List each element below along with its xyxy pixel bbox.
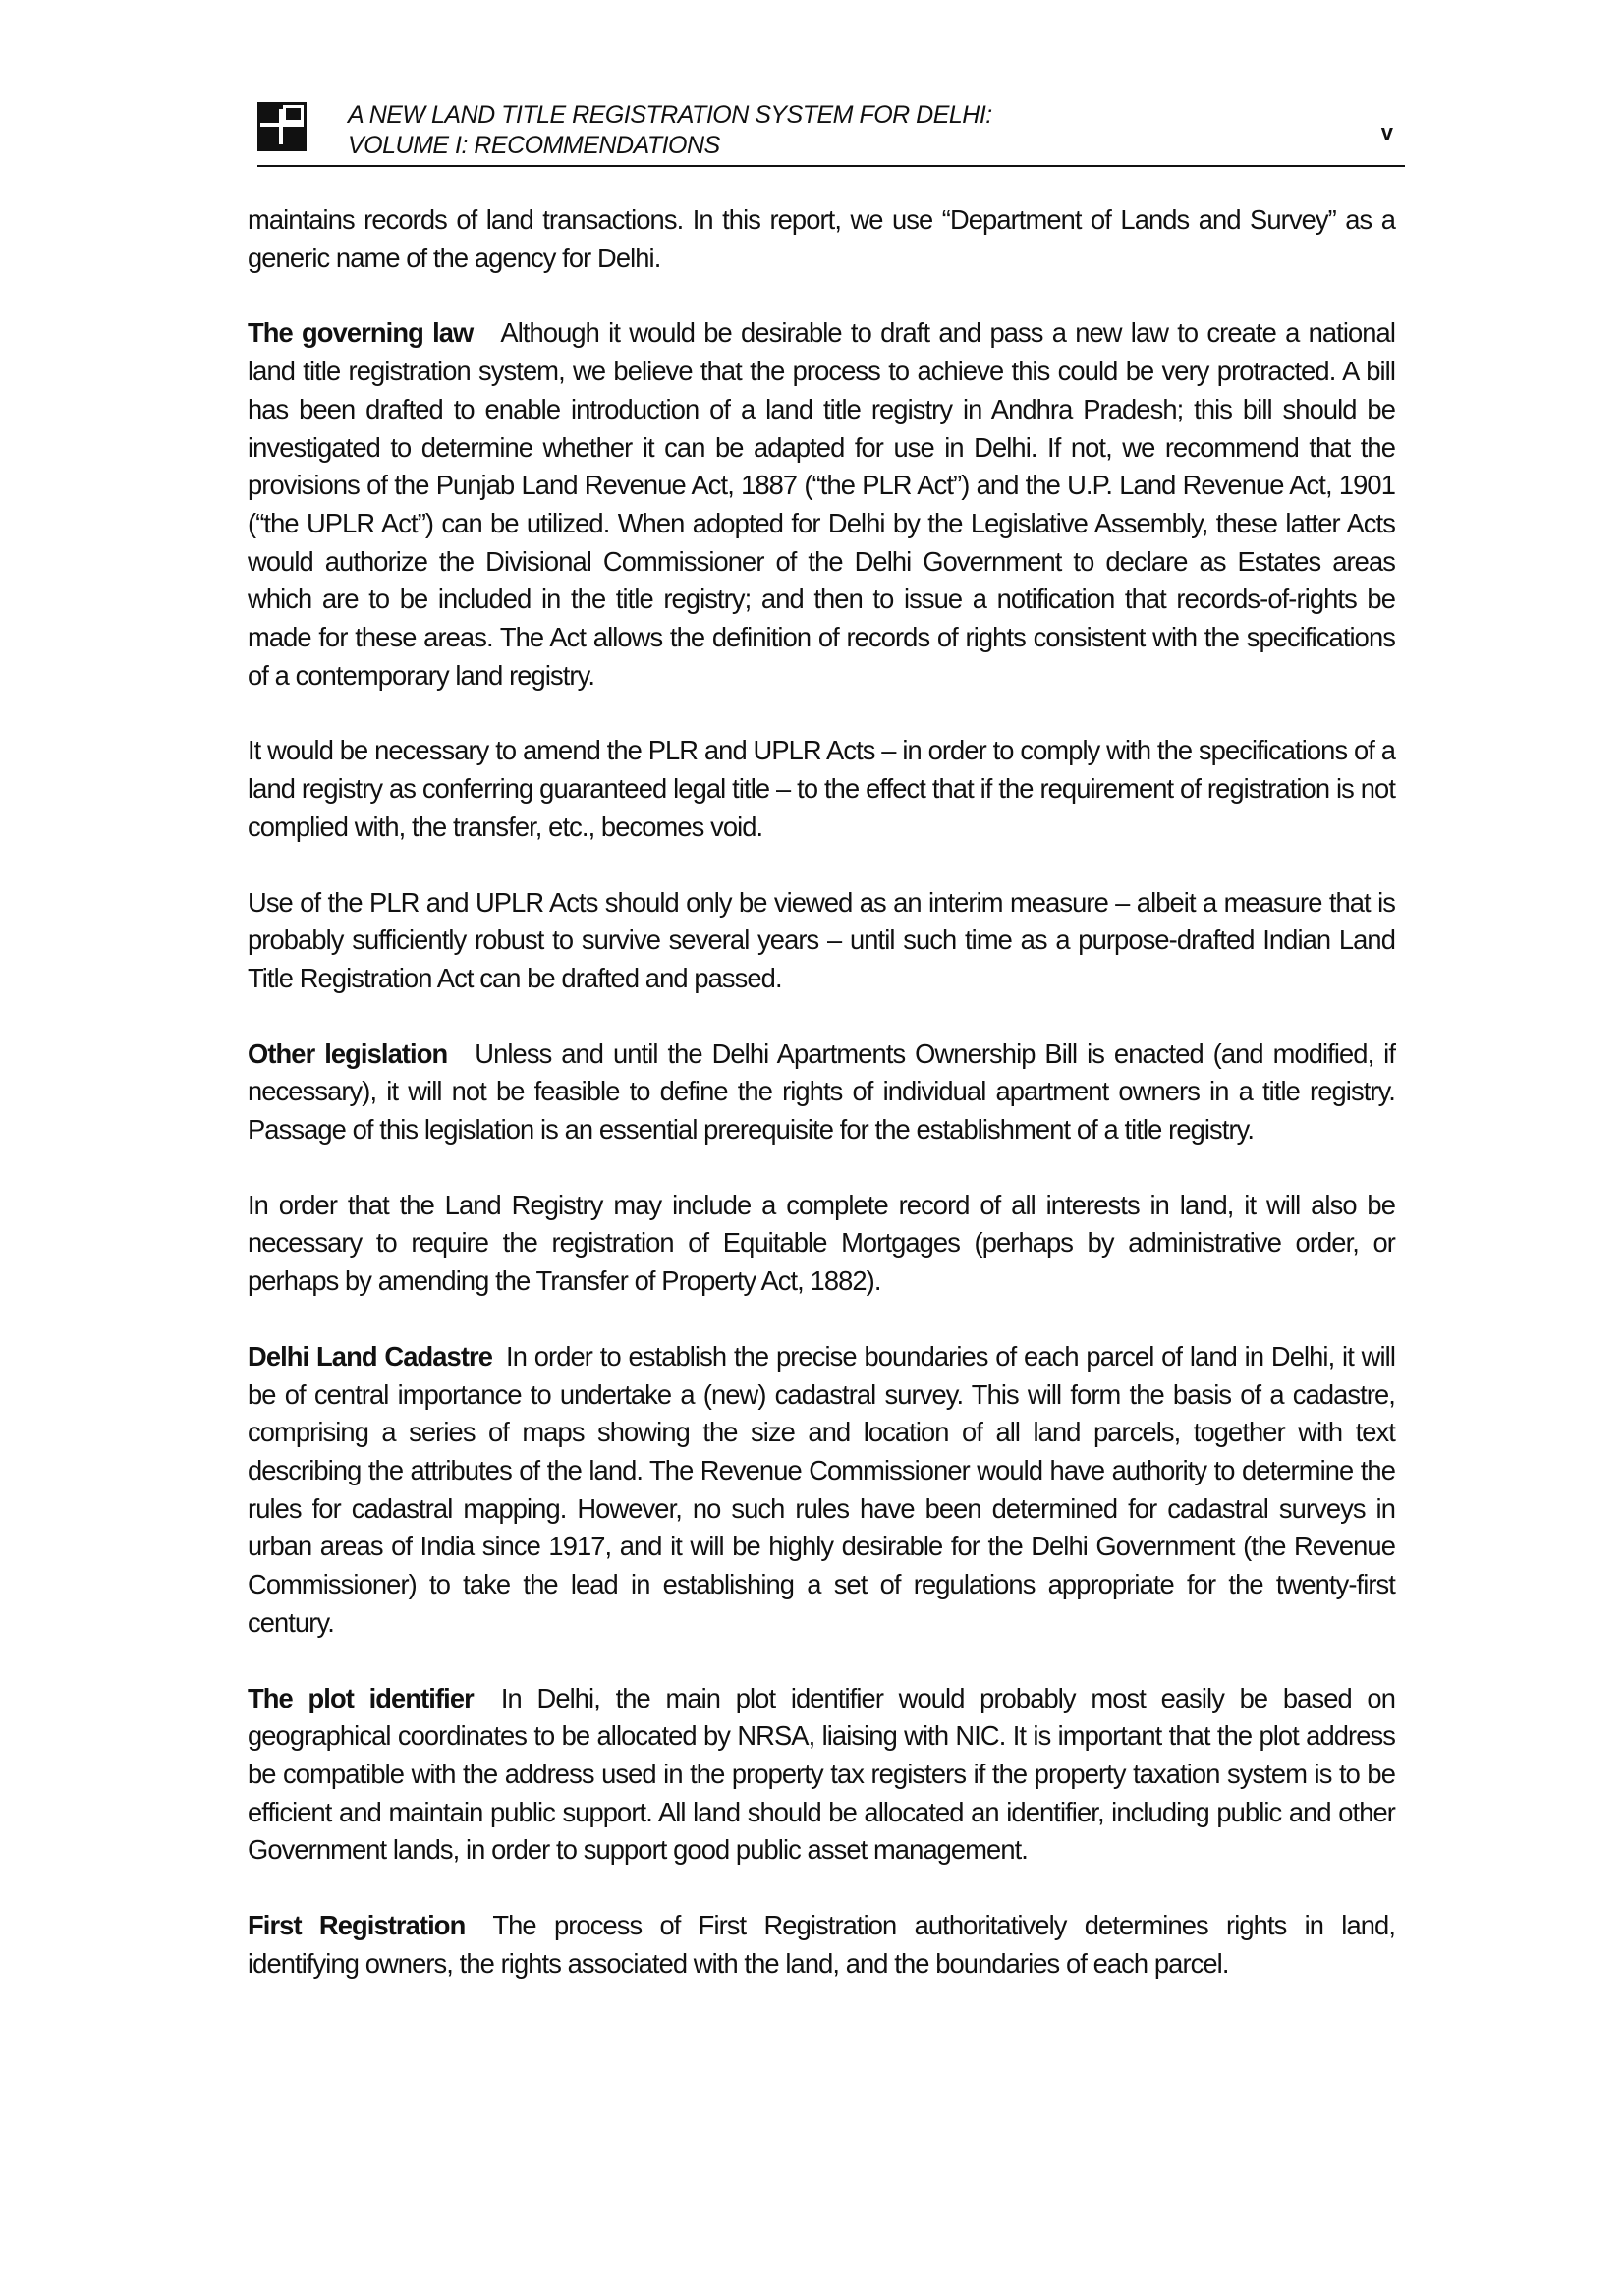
- paragraph-text: In order that the Land Registry may include a complete record of all interests in land, it will also be necessary to require the registration of Equitable Mortgages (perhaps by administrative order, or perhaps by amending the Transfer of Property Act, 1882).: [248, 1189, 1395, 1297]
- paragraph-other-legislation: [248, 1036, 1395, 1149]
- paragraph-equitable-mortgages: [248, 1187, 1395, 1301]
- document-body: [248, 201, 1395, 2020]
- paragraph-text: Use of the PLR and UPLR Acts should only be viewed as an interim measure – albeit a measure that is probably sufficiently robust to survive several years – until such time as a purpose-drafted Indian Land Title Registration Act can be drafted and passed.: [248, 886, 1395, 993]
- paragraph-text: In Delhi, the main plot identifier would probably most easily be based on geographical coordinates to be allocated by NRSA, liaising with NIC. It is important that the plot address be compatible with the address used in the property tax registers if the property taxation system is to be efficient and maintain public support. All land should be allocated an identifier, including public and other Government lands, in order to support good public asset management.: [248, 1682, 1395, 1866]
- paragraph-governing-law: [248, 314, 1395, 695]
- report-title: [348, 100, 992, 161]
- section-heading: The governing law: [248, 317, 474, 349]
- header-rule: [257, 165, 1405, 167]
- paragraph-text: In order to establish the precise boundaries of each parcel of land in Delhi, it will be of central importance to undertake a (new) cadastral survey. This will form the basis of a cadastre, comprising a series of maps showing the size and location of all land parcels, together with text describing the attributes of the land. The Revenue Commissioner would have authority to determine the rules for cadastral mapping. However, no such rules have been determined for cadastral surveys in urban areas of India since 1917, and it will be highly desirable for the Delhi Government (the Revenue Commissioner) to take the lead in establishing a set of regulations appropriate for the twenty-first century.: [248, 1340, 1395, 1638]
- page-number: v: [1380, 120, 1393, 144]
- paragraph-text: The process of First Registration authoritatively determines rights in land, identifying owners, the rights associated with the land, and the boundaries of each parcel.: [248, 1910, 1395, 1979]
- paragraph-land-cadastre: [248, 1338, 1395, 1643]
- report-title-line-2: VOLUME I: RECOMMENDATIONS: [348, 132, 720, 159]
- paragraph-text: Although it would be desirable to draft and pass a new law to create a national land title registration system, we believe that the process to achieve this could be very protracted. A bill has been drafted to enable introduction of a land title registry in Andhra Pradesh; this bill should be investigated to determine whether it can be adapted for use in Delhi. If not, we recommend that the provisions of the Punjab Land Revenue Act, 1887 (“the PLR Act”) and the U.P. Land Revenue Act, 1901 (“the UPLR Act”) can be utilized. When adopted for Delhi by the Legislative Assembly, these latter Acts would authorize the Divisional Commissioner of the Delhi Government to declare as Estates areas which are to be included in the title registry; and then to issue a notification that records-of-rights be made for these areas. The Act allows the definition of records of rights consistent with the specifications of a contemporary land registry.: [248, 317, 1395, 691]
- paragraph-amend-acts: [248, 732, 1395, 846]
- paragraph-plot-identifier: [248, 1680, 1395, 1871]
- paragraph-text: maintains records of land transactions. In this report, we use “Department of Lands and Survey” as a generic name of the agency for Delhi.: [248, 204, 1395, 273]
- paragraph-interim-measure: [248, 884, 1395, 998]
- report-logo-icon: [257, 102, 307, 151]
- paragraph-text: Unless and until the Delhi Apartments Ownership Bill is enacted (and modified, if necessary), it will not be feasible to define the rights of individual apartment owners in a title registry. Passage of this legislation is an essential prerequisite for the establishment of a title registry.: [248, 1037, 1396, 1146]
- paragraph-first-registration: [248, 1907, 1395, 1983]
- section-heading: Delhi Land Cadastre: [248, 1340, 493, 1372]
- section-heading: First Registration: [248, 1910, 466, 1941]
- paragraph-text: It would be necessary to amend the PLR and UPLR Acts – in order to comply with the specifications of a land registry as conferring guaranteed legal title – to the effect that if the requirement of registration is not complied with, the transfer, etc., becomes void.: [248, 735, 1395, 842]
- section-heading: Other legislation: [248, 1037, 448, 1069]
- section-heading: The plot identifier: [248, 1682, 474, 1713]
- report-title-line-1: A NEW LAND TITLE REGISTRATION SYSTEM FOR DELHI:: [348, 101, 992, 129]
- page-header: [257, 96, 1405, 167]
- paragraph-continued: [248, 201, 1395, 277]
